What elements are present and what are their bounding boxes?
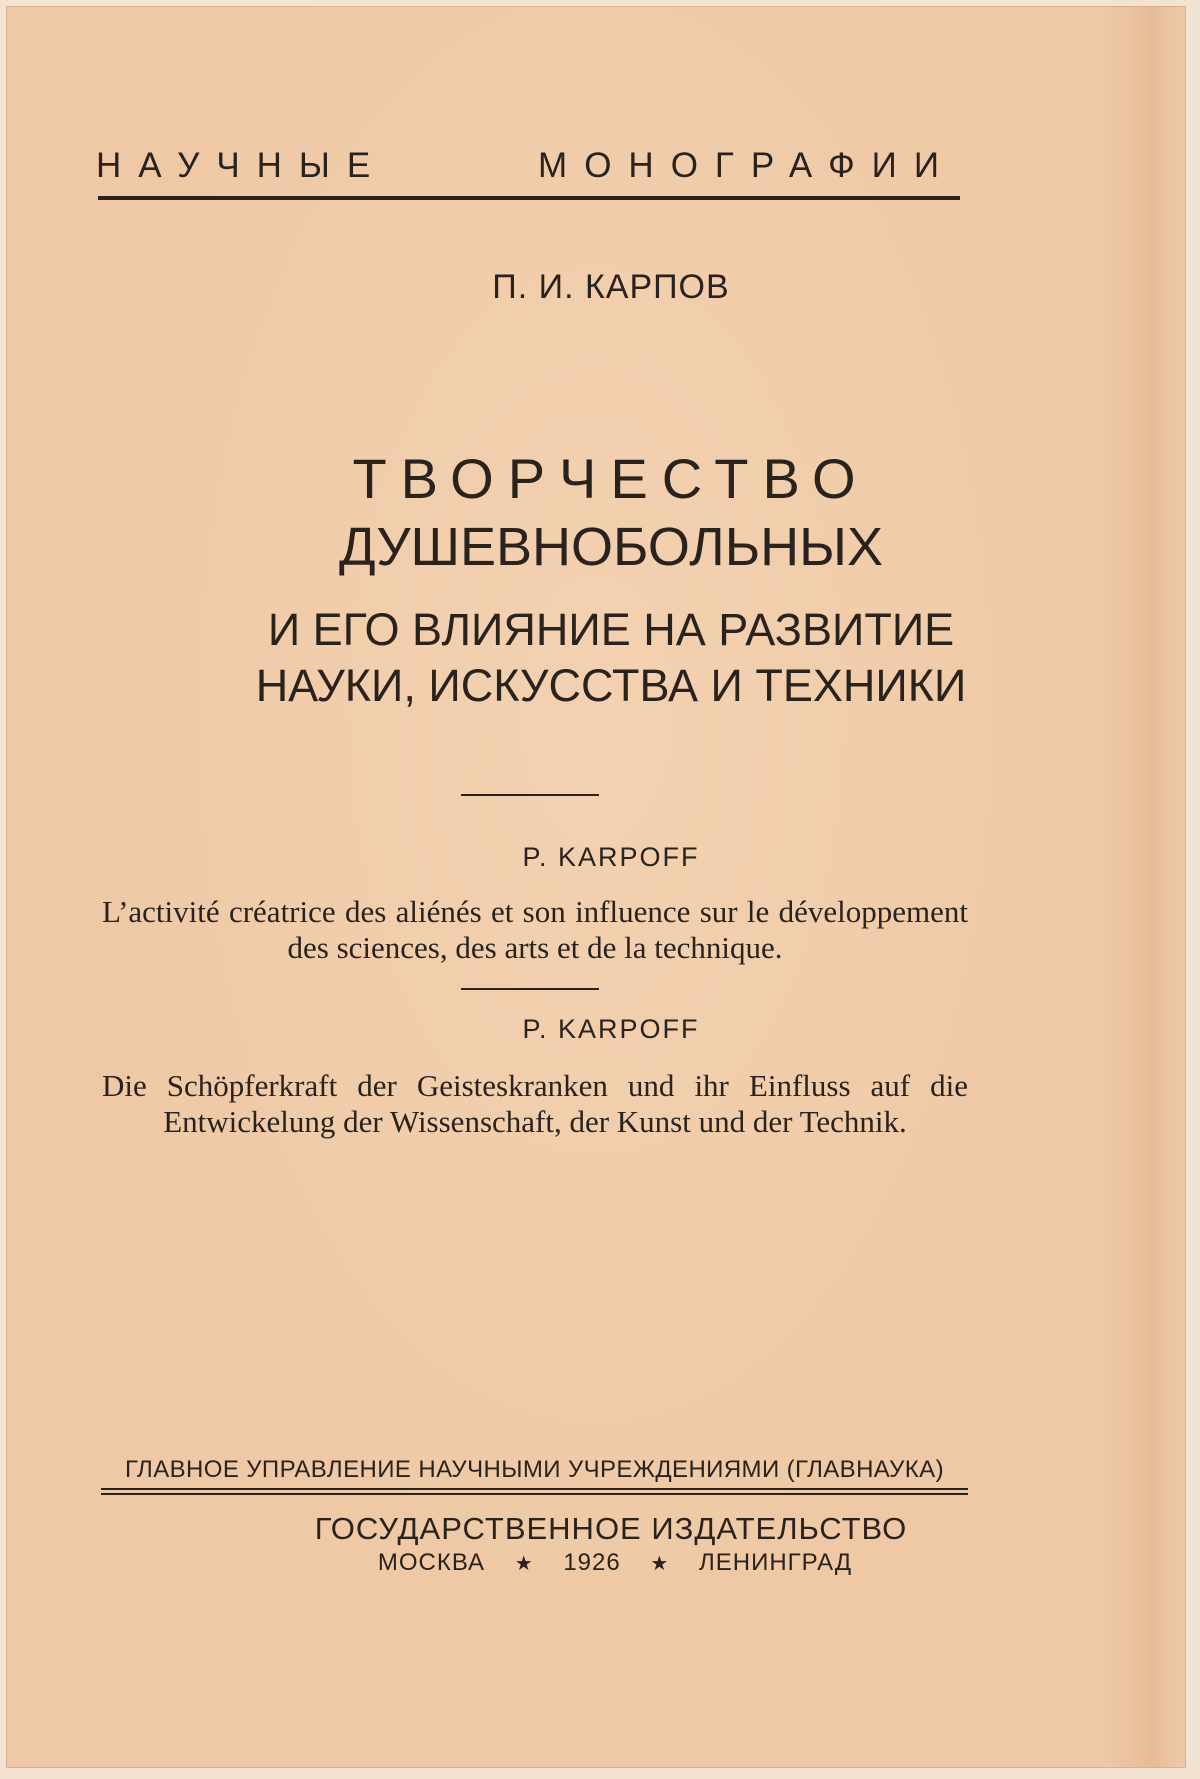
- subtitle-line-1: И ЕГО ВЛИЯНИЕ НА РАЗВИТИЕ: [267, 604, 955, 655]
- french-author: P. KARPOFF: [522, 842, 700, 872]
- footer-rule-top: [101, 1488, 968, 1490]
- divider-rule-1: [461, 794, 599, 796]
- footer-rule-bottom: [101, 1493, 968, 1495]
- title-line-1: ТВОРЧЕСТВО: [352, 447, 870, 510]
- subtitle-line-2: НАУКИ, ИСКУССТВА И ТЕХНИКИ: [255, 660, 967, 711]
- series-title: [96, 146, 956, 186]
- author-name: П. И. КАРПОВ: [492, 268, 730, 306]
- german-title: Die Schöpferkraft der Geisteskranken und ihr Einfluss auf die Entwickelung der Wissenschaft, der Kunst und der Technik.: [102, 1068, 968, 1139]
- imprint-city-leningrad: ЛЕНИНГРАД: [699, 1549, 853, 1576]
- publisher-name: ГОСУДАРСТВЕННОЕ ИЗДАТЕЛЬСТВО: [314, 1511, 908, 1546]
- french-title: L’activité créatrice des aliénés et son influence sur le développement des sciences, des arts et de la technique.: [102, 894, 968, 965]
- title-line-2: ДУШЕВНОБОЛЬНЫХ: [339, 517, 883, 577]
- title-page: [6, 6, 1186, 1768]
- german-author: P. KARPOFF: [522, 1014, 700, 1044]
- star-icon: ★: [514, 1553, 534, 1575]
- series-rule: [98, 196, 960, 200]
- imprint-line: [0, 1549, 1200, 1577]
- divider-rule-2: [461, 988, 599, 990]
- institution-line: ГЛАВНОЕ УПРАВЛЕНИЕ НАУЧНЫМИ УЧРЕЖДЕНИЯМИ (ГЛАВНАУКА): [125, 1456, 944, 1483]
- series-word-2: МОНОГРАФИИ: [538, 146, 956, 185]
- imprint-year: 1926: [563, 1549, 621, 1576]
- imprint-city-moscow: МОСКВА: [377, 1549, 486, 1576]
- series-word-1: НАУЧНЫЕ: [96, 146, 388, 185]
- star-icon: ★: [650, 1553, 670, 1575]
